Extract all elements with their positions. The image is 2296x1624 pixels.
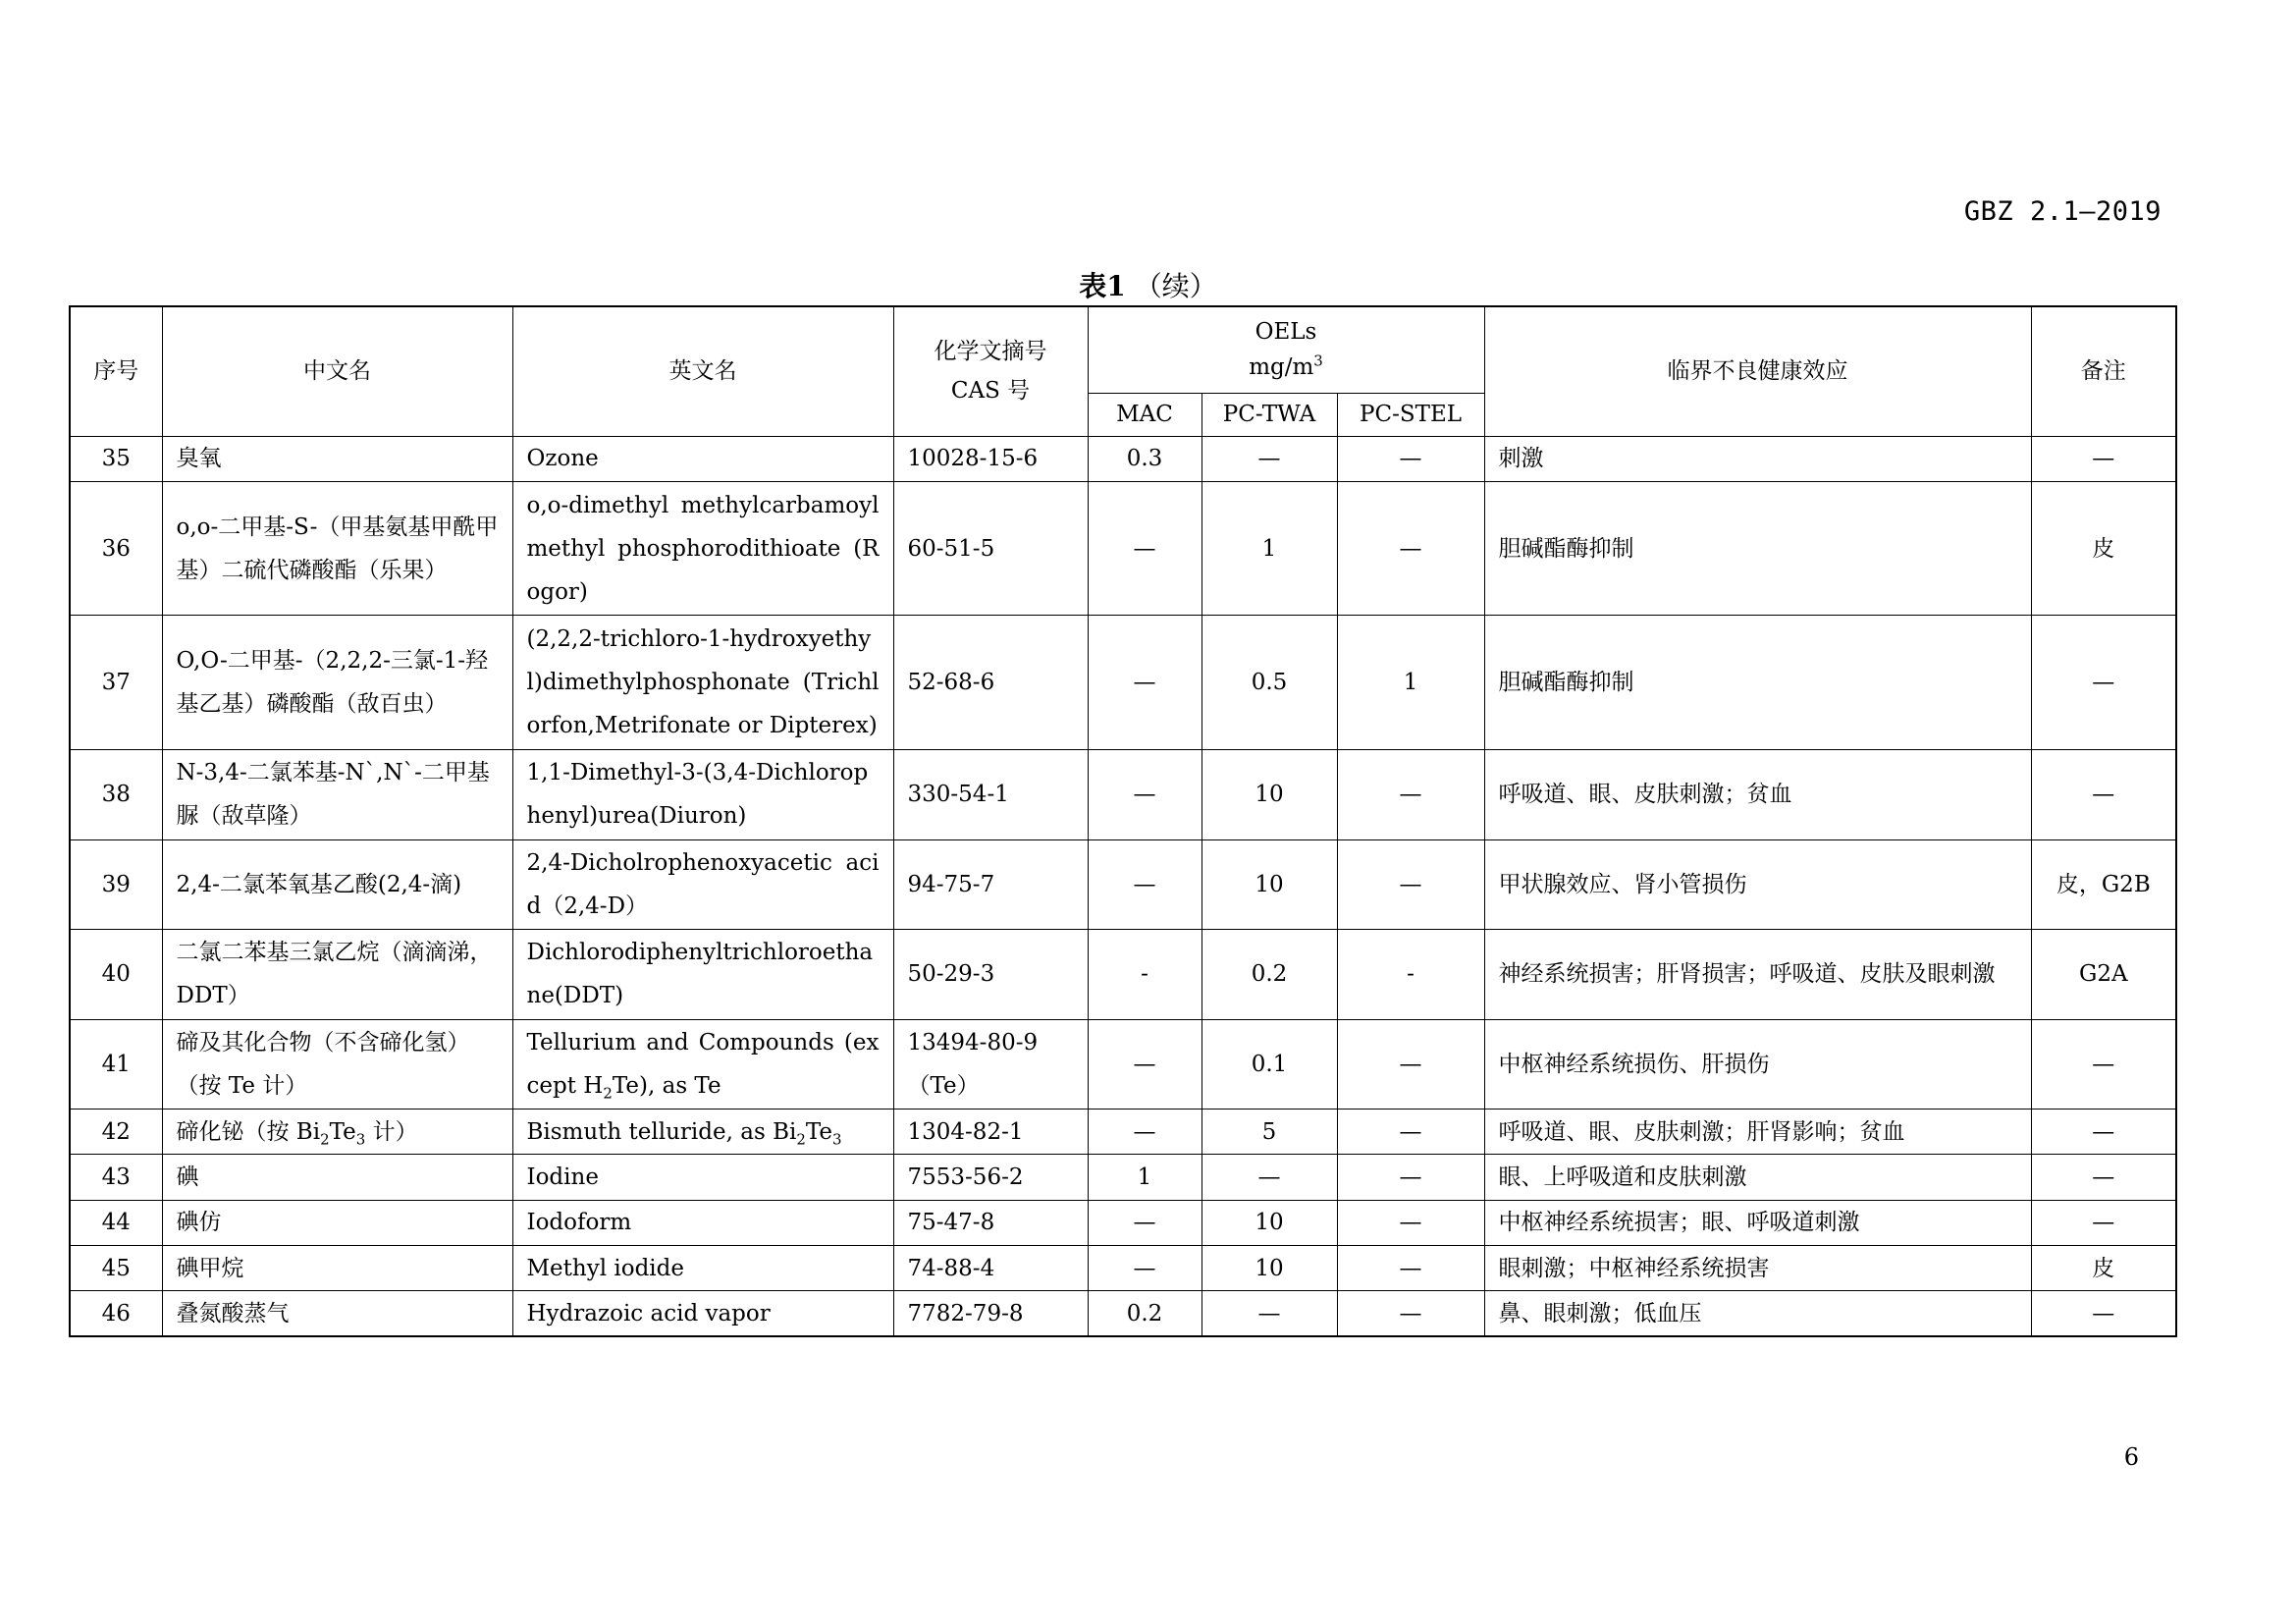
cell-note: — (2031, 1291, 2176, 1336)
cell-no: 41 (70, 1019, 162, 1109)
cell-en-name: Dichlorodiphenyltrichloroethane(DDT) (512, 930, 893, 1019)
cell-pc-stel: — (1337, 1155, 1484, 1200)
cell-note: 皮，G2B (2031, 839, 2176, 929)
cell-effect: 神经系统损害；肝肾损害；呼吸道、皮肤及眼刺激 (1484, 930, 2031, 1019)
table-row (70, 1110, 2176, 1155)
cell-pc-stel: — (1337, 1019, 1484, 1109)
cell-pc-stel: 1 (1337, 616, 1484, 750)
cell-mac: 0.2 (1088, 1291, 1201, 1336)
cell-no: 42 (70, 1110, 162, 1155)
cell-pc-twa: 10 (1201, 1245, 1337, 1290)
cell-pc-twa: — (1201, 436, 1337, 481)
cell-pc-twa: 10 (1201, 1200, 1337, 1245)
oel-table (69, 305, 2177, 1337)
table-row (70, 616, 2176, 750)
cell-mac: — (1088, 616, 1201, 750)
cell-cn-name: 臭氧 (162, 436, 512, 481)
cell-en-name: Iodoform (512, 1200, 893, 1245)
cell-cas: 75-47-8 (893, 1200, 1088, 1245)
cell-no: 35 (70, 436, 162, 481)
cell-note: 皮 (2031, 481, 2176, 616)
header-note: 备注 (2031, 306, 2176, 436)
cell-mac: 1 (1088, 1155, 1201, 1200)
standard-code: GBZ 2.1—2019 (1963, 196, 2162, 227)
cell-cas: 94-75-7 (893, 839, 1088, 929)
cell-pc-twa: — (1201, 1155, 1337, 1200)
cell-mac: — (1088, 1110, 1201, 1155)
cell-note: G2A (2031, 930, 2176, 1019)
cell-mac: — (1088, 1245, 1201, 1290)
header-no: 序号 (70, 306, 162, 436)
cell-pc-twa: 10 (1201, 750, 1337, 839)
cell-en-name: o,o-dimethyl methylcarbamoylmethyl phosphorodithioate (Rogor) (512, 481, 893, 616)
cell-cas: 1304-82-1 (893, 1110, 1088, 1155)
cell-pc-stel: — (1337, 839, 1484, 929)
cell-pc-stel: — (1337, 1245, 1484, 1290)
cell-note: — (2031, 436, 2176, 481)
table-row (70, 1200, 2176, 1245)
cell-no: 38 (70, 750, 162, 839)
cell-pc-stel: — (1337, 1110, 1484, 1155)
table-row (70, 1245, 2176, 1290)
header-cas-line1: 化学文摘号 (934, 339, 1047, 365)
table-row (70, 930, 2176, 1019)
cell-mac: — (1088, 1019, 1201, 1109)
cell-pc-stel: — (1337, 481, 1484, 616)
cell-no: 43 (70, 1155, 162, 1200)
cell-cn-name: o,o-二甲基-S-（甲基氨基甲酰甲基）二硫代磷酸酯（乐果） (162, 481, 512, 616)
cell-effect: 胆碱酯酶抑制 (1484, 481, 2031, 616)
cell-cas: 60-51-5 (893, 481, 1088, 616)
header-cn-name: 中文名 (162, 306, 512, 436)
cell-cn-name: 碘仿 (162, 1200, 512, 1245)
cell-en-name: Hydrazoic acid vapor (512, 1291, 893, 1336)
cell-cas: 7782-79-8 (893, 1291, 1088, 1336)
cell-cas-line2: （Te） (907, 1072, 980, 1099)
cell-cn-name: N-3,4-二氯苯基-N`,N`-二甲基脲（敌草隆） (162, 750, 512, 839)
cell-mac: — (1088, 481, 1201, 616)
cell-cn-name: 碲及其化合物（不含碲化氢）（按 Te 计） (162, 1019, 512, 1109)
cell-effect: 鼻、眼刺激；低血压 (1484, 1291, 2031, 1336)
cell-pc-twa: 0.2 (1201, 930, 1337, 1019)
cell-note: — (2031, 1110, 2176, 1155)
cell-en-name: Bismuth telluride, as $Bi_2Te_3$ (512, 1110, 893, 1155)
cell-no: 40 (70, 930, 162, 1019)
cell-en-name: Tellurium and Compounds (except $H_2Te$), as Te (512, 1019, 893, 1109)
table-row (70, 1291, 2176, 1336)
cell-en-name: Methyl iodide (512, 1245, 893, 1290)
cell-pc-stel: - (1337, 930, 1484, 1019)
cell-cn-name: 碘甲烷 (162, 1245, 512, 1290)
cell-mac: — (1088, 750, 1201, 839)
cell-cn-name: 叠氮酸蒸气 (162, 1291, 512, 1336)
cell-effect: 刺激 (1484, 436, 2031, 481)
cell-cn-name: 2,4-二氯苯氧基乙酸(2,4-滴) (162, 839, 512, 929)
cell-mac: 0.3 (1088, 436, 1201, 481)
cell-pc-twa: 1 (1201, 481, 1337, 616)
cell-cas: 7553-56-2 (893, 1155, 1088, 1200)
cell-effect: 呼吸道、眼、皮肤刺激；肝肾影响；贫血 (1484, 1110, 2031, 1155)
table-row (70, 1155, 2176, 1200)
cell-en-name: Ozone (512, 436, 893, 481)
cell-no: 37 (70, 616, 162, 750)
cell-note: — (2031, 1155, 2176, 1200)
cell-pc-twa: 0.1 (1201, 1019, 1337, 1109)
cell-no: 46 (70, 1291, 162, 1336)
header-mac: MAC (1088, 393, 1201, 436)
cell-en-name: 1,1-Dimethyl-3-(3,4-Dichlorophenyl)urea(Diuron) (512, 750, 893, 839)
cell-no: 36 (70, 481, 162, 616)
header-en-name: 英文名 (512, 306, 893, 436)
cell-note: — (2031, 616, 2176, 750)
table-title-suffix: （续） (1134, 270, 1217, 302)
cell-effect: 胆碱酯酶抑制 (1484, 616, 2031, 750)
header-pc-stel: PC-STEL (1337, 393, 1484, 436)
cell-note: 皮 (2031, 1245, 2176, 1290)
header-pc-twa: PC-TWA (1201, 393, 1337, 436)
table-row (70, 1019, 2176, 1109)
header-cas (893, 306, 1088, 436)
table-row (70, 481, 2176, 616)
cell-mac: - (1088, 930, 1201, 1019)
header-cas-line2: CAS 号 (950, 378, 1031, 405)
cell-cas: 74-88-4 (893, 1245, 1088, 1290)
cell-pc-twa: 10 (1201, 839, 1337, 929)
cell-cn-name: 碲化铋（按 $Bi_2Te_3$ 计） (162, 1110, 512, 1155)
cell-effect: 眼、上呼吸道和皮肤刺激 (1484, 1155, 2031, 1200)
cell-pc-twa: — (1201, 1291, 1337, 1336)
header-effect: 临界不良健康效应 (1484, 306, 2031, 436)
header-oels-unit: $mg/m^3$ (1249, 352, 1323, 381)
page-number: 6 (2123, 1443, 2139, 1471)
cell-cn-name: O,O-二甲基-（2,2,2-三氯-1-羟基乙基）磷酸酯（敌百虫） (162, 616, 512, 750)
cell-cas: 330-54-1 (893, 750, 1088, 839)
cell-note: — (2031, 1019, 2176, 1109)
table-row (70, 839, 2176, 929)
cell-cas: 50-29-3 (893, 930, 1088, 1019)
cell-pc-twa: 0.5 (1201, 616, 1337, 750)
cell-mac: — (1088, 1200, 1201, 1245)
cell-cas (893, 1019, 1088, 1109)
cell-cn-name: 碘 (162, 1155, 512, 1200)
cell-effect: 中枢神经系统损害；眼、呼吸道刺激 (1484, 1200, 2031, 1245)
cell-no: 44 (70, 1200, 162, 1245)
table-title-label: 表1 (1079, 270, 1126, 302)
cell-pc-stel: — (1337, 1200, 1484, 1245)
cell-effect: 甲状腺效应、肾小管损伤 (1484, 839, 2031, 929)
cell-note: — (2031, 750, 2176, 839)
cell-no: 45 (70, 1245, 162, 1290)
table-title (0, 265, 2296, 304)
cell-pc-twa: 5 (1201, 1110, 1337, 1155)
table-row (70, 750, 2176, 839)
cell-mac: — (1088, 839, 1201, 929)
cell-pc-stel: — (1337, 436, 1484, 481)
cell-no: 39 (70, 839, 162, 929)
header-oels-line1: OELs (1255, 319, 1317, 346)
cell-en-name: (2,2,2-trichloro-1-hydroxyethyl)dimethylphosphonate (Trichlorfon,Metrifonate or Dipterex) (512, 616, 893, 750)
cell-pc-stel: — (1337, 1291, 1484, 1336)
cell-cn-name: 二氯二苯基三氯乙烷（滴滴涕，DDT） (162, 930, 512, 1019)
cell-cas-line1: 13494-80-9 (907, 1029, 1039, 1056)
cell-en-name: 2,4-Dicholrophenoxyacetic acid（2,4-D） (512, 839, 893, 929)
header-oels (1088, 306, 1484, 393)
cell-effect: 眼刺激；中枢神经系统损害 (1484, 1245, 2031, 1290)
cell-note: — (2031, 1200, 2176, 1245)
cell-cas: 10028-15-6 (893, 436, 1088, 481)
table-row (70, 436, 2176, 481)
cell-effect: 呼吸道、眼、皮肤刺激；贫血 (1484, 750, 2031, 839)
cell-cas: 52-68-6 (893, 616, 1088, 750)
cell-pc-stel: — (1337, 750, 1484, 839)
cell-en-name: Iodine (512, 1155, 893, 1200)
cell-effect: 中枢神经系统损伤、肝损伤 (1484, 1019, 2031, 1109)
